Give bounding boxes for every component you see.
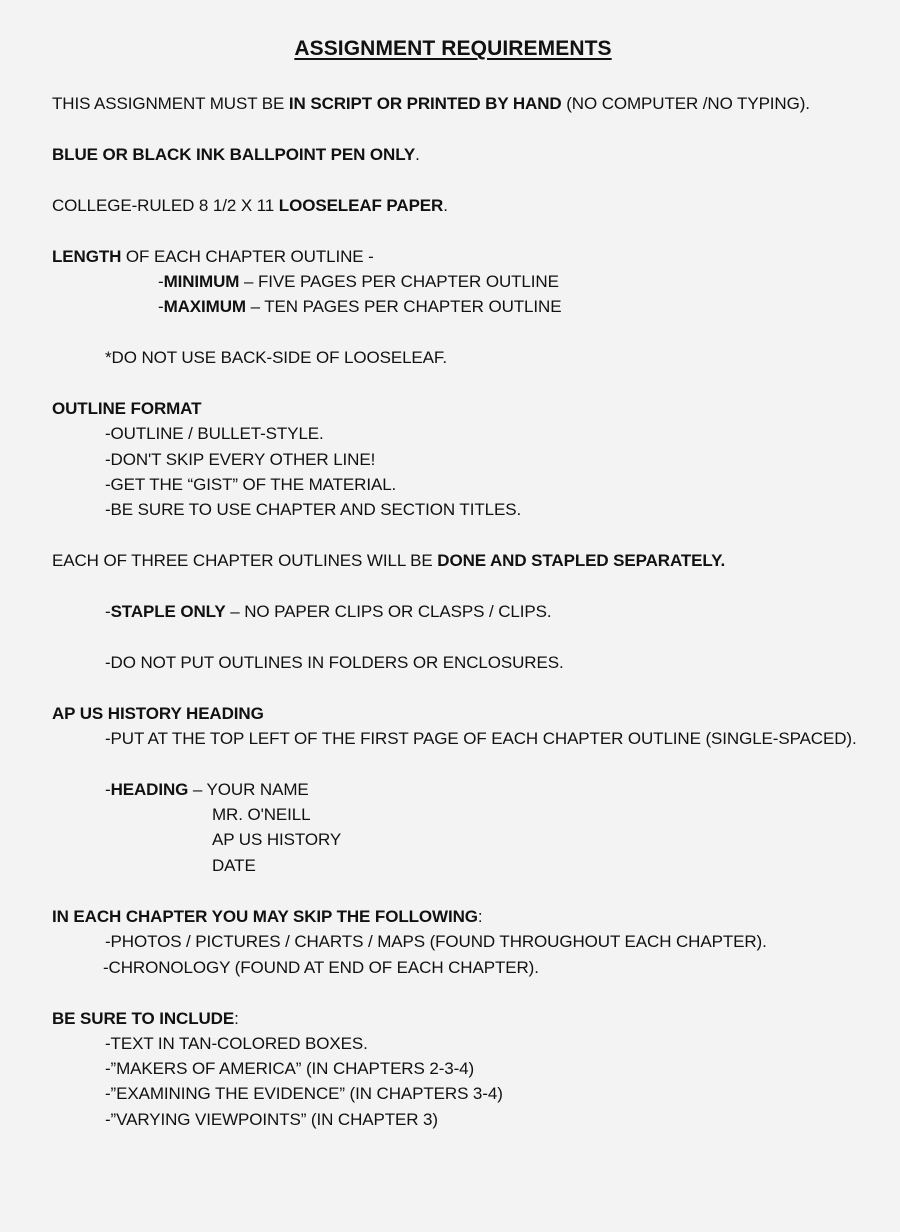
list-item: -CHRONOLOGY (FOUND AT END OF EACH CHAPTER).: [103, 958, 539, 977]
text: – FIVE PAGES PER CHAPTER OUTLINE: [239, 272, 559, 291]
text: -: [105, 602, 111, 621]
staple-only: [105, 601, 551, 623]
text: :: [477, 907, 483, 926]
bold-text: IN SCRIPT OR PRINTED BY HAND: [288, 94, 562, 113]
bold-text: IN EACH CHAPTER YOU MAY SKIP THE FOLLOWING: [52, 907, 478, 926]
text: .: [415, 145, 420, 164]
text: – YOUR NAME: [188, 780, 309, 799]
backside-note: *DO NOT USE BACK-SIDE OF LOOSELEAF.: [105, 348, 447, 367]
heading-label: [105, 779, 309, 801]
list-item: -DON'T SKIP EVERY OTHER LINE!: [105, 450, 376, 469]
bold-text: LOOSELEAF PAPER: [278, 196, 444, 215]
skip-heading: [52, 906, 483, 928]
bold-text: HEADING: [110, 780, 189, 799]
list-item: -GET THE “GIST” OF THE MATERIAL.: [105, 475, 397, 494]
list-item: -”VARYING VIEWPOINTS” (IN CHAPTER 3): [105, 1110, 438, 1129]
text: EACH OF THREE CHAPTER OUTLINES WILL BE: [52, 551, 438, 570]
list-item: -OUTLINE / BULLET-STYLE.: [105, 424, 324, 443]
length-maximum: [158, 296, 561, 318]
text: COLLEGE-RULED 8 1/2 X 11: [52, 196, 279, 215]
list-item: -”EXAMINING THE EVIDENCE” (IN CHAPTERS 3-4): [105, 1084, 503, 1103]
text: – NO PAPER CLIPS OR CLASPS / CLIPS.: [225, 602, 552, 621]
text: -: [105, 780, 111, 799]
bold-text: LENGTH: [52, 247, 122, 266]
text: .: [443, 196, 448, 215]
outline-format-heading: OUTLINE FORMAT: [52, 399, 202, 418]
bold-text: BLUE OR BLACK INK BALLPOINT PEN ONLY: [52, 145, 416, 164]
text: :: [234, 1009, 239, 1028]
requirement-script: [52, 93, 810, 115]
folders-note: -DO NOT PUT OUTLINES IN FOLDERS OR ENCLOSURES.: [105, 653, 564, 672]
text: -: [158, 272, 164, 291]
heading-line: AP US HISTORY: [212, 830, 342, 849]
requirement-paper: [52, 195, 448, 217]
include-heading: [52, 1008, 239, 1030]
requirement-ink: [52, 144, 420, 166]
text: OF EACH CHAPTER OUTLINE -: [121, 247, 374, 266]
page-title: ASSIGNMENT REQUIREMENTS: [294, 37, 612, 60]
stapled-requirement: [52, 550, 725, 572]
bold-text: DONE AND STAPLED SEPARATELY.: [437, 551, 726, 570]
heading-placement: -PUT AT THE TOP LEFT OF THE FIRST PAGE OF EACH CHAPTER OUTLINE (SINGLE-SPACED).: [105, 729, 857, 748]
list-item: -TEXT IN TAN-COLORED BOXES.: [105, 1034, 368, 1053]
bold-text: STAPLE ONLY: [110, 602, 226, 621]
list-item: -BE SURE TO USE CHAPTER AND SECTION TITLES.: [105, 500, 522, 519]
heading-line: MR. O'NEILL: [212, 805, 311, 824]
heading-section-title: AP US HISTORY HEADING: [52, 704, 264, 723]
text: (NO COMPUTER /NO TYPING).: [561, 94, 810, 113]
bold-text: BE SURE TO INCLUDE: [52, 1009, 235, 1028]
bold-text: MINIMUM: [163, 272, 240, 291]
text: – TEN PAGES PER CHAPTER OUTLINE: [245, 297, 562, 316]
list-item: -PHOTOS / PICTURES / CHARTS / MAPS (FOUND THROUGHOUT EACH CHAPTER).: [105, 932, 767, 951]
list-item: -”MAKERS OF AMERICA” (IN CHAPTERS 2-3-4): [105, 1059, 475, 1078]
bold-text: MAXIMUM: [163, 297, 246, 316]
heading-line: DATE: [212, 856, 256, 875]
text: -: [158, 297, 164, 316]
text: THIS ASSIGNMENT MUST BE: [52, 94, 289, 113]
length-minimum: [158, 271, 559, 293]
length-heading: [52, 246, 374, 268]
